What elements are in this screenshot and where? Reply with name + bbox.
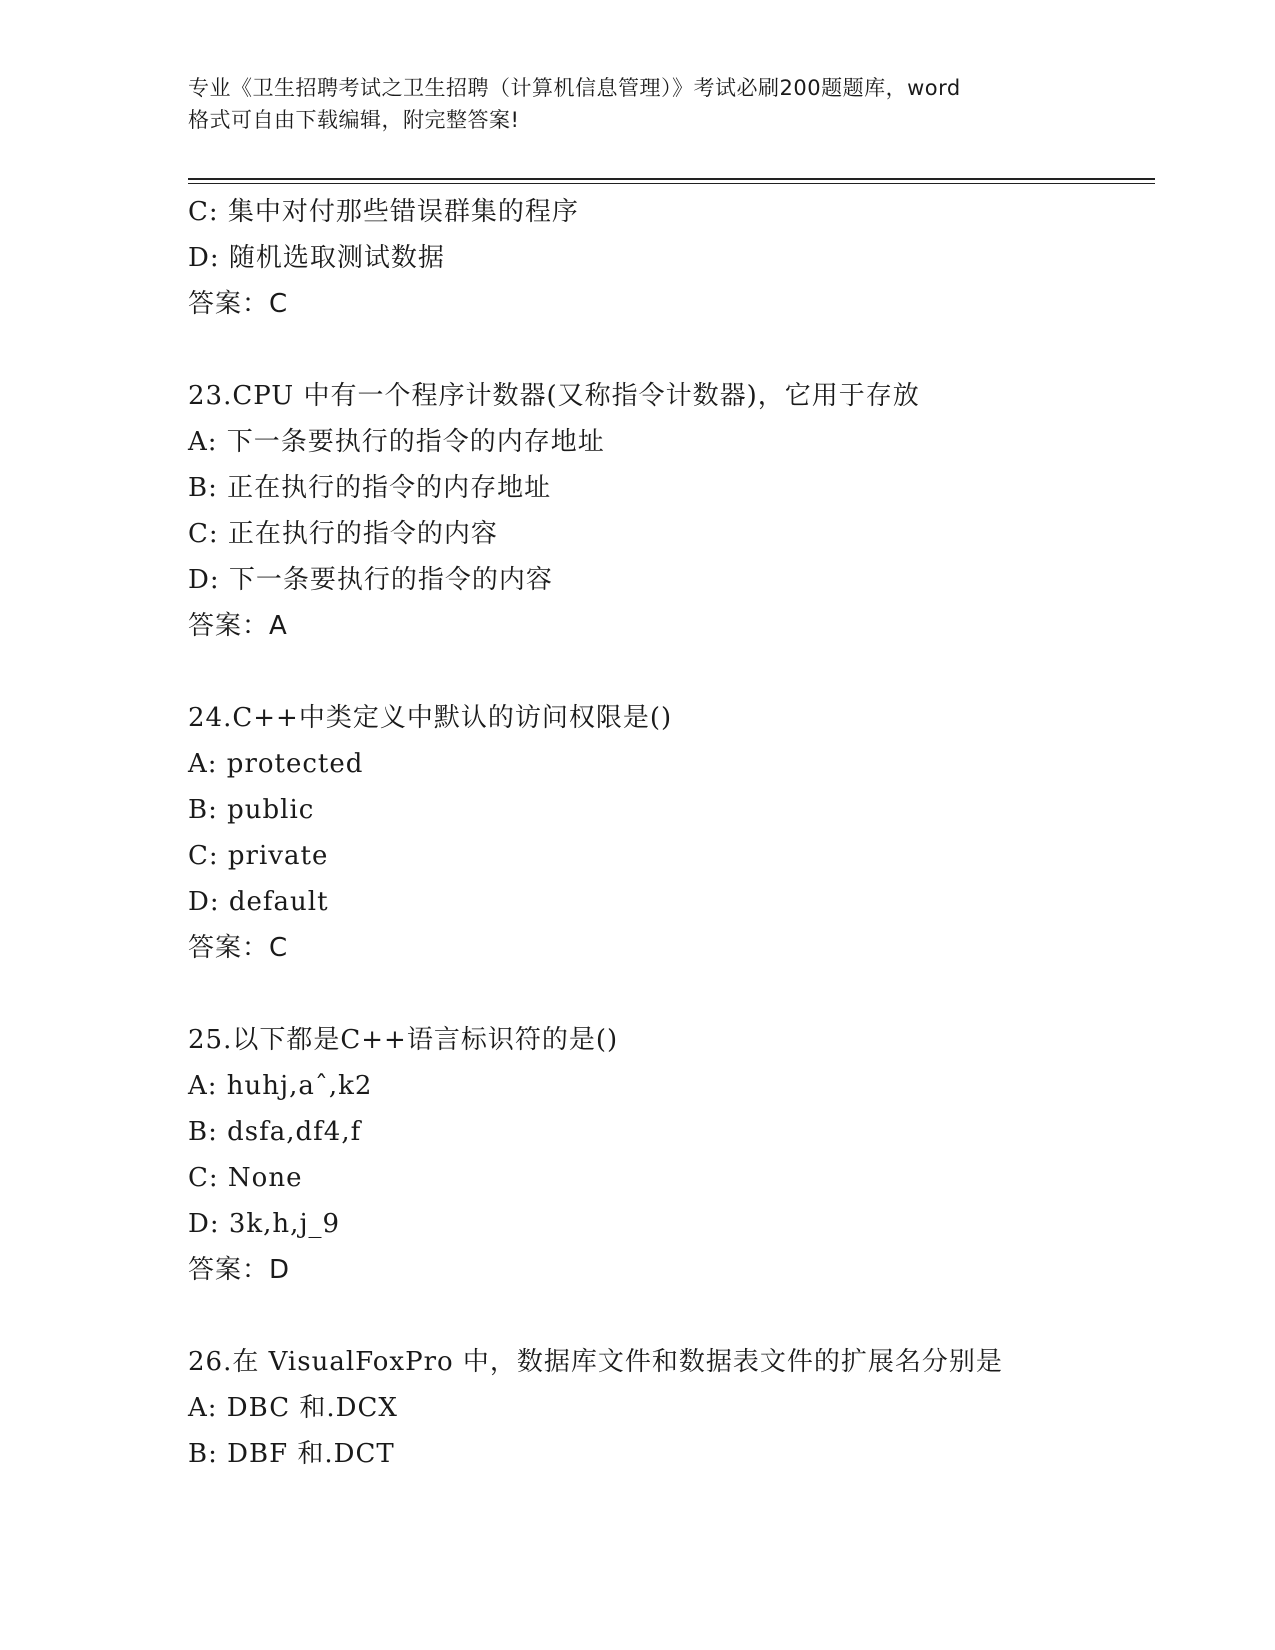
option-b: B: DBF 和.DCT xyxy=(188,1439,395,1469)
option-c: C: private xyxy=(188,841,329,871)
spacer xyxy=(188,971,1148,1017)
option-d: D: 随机选取测试数据 xyxy=(188,243,445,273)
option-a: A: DBC 和.DCX xyxy=(188,1393,398,1423)
header-line-1: 专业《卫生招聘考试之卫生招聘（计算机信息管理）》考试必刷200题题库，word xyxy=(188,76,961,100)
option-a: A: 下一条要执行的指令的内存地址 xyxy=(188,427,605,457)
question-24 xyxy=(188,695,1148,971)
option-b: B: public xyxy=(188,795,315,825)
spacer xyxy=(188,1293,1148,1339)
document-header xyxy=(188,72,1088,136)
question-stem: 24.C++中类定义中默认的访问权限是() xyxy=(188,703,673,733)
answer: 答案：A xyxy=(188,611,288,641)
answer: 答案：D xyxy=(188,1255,291,1285)
option-a: A: protected xyxy=(188,749,364,779)
header-divider-thin xyxy=(188,183,1155,184)
option-d: D: 3k,h,j_9 xyxy=(188,1209,341,1239)
option-c: C: 正在执行的指令的内容 xyxy=(188,519,498,549)
spacer xyxy=(188,649,1148,695)
question-23 xyxy=(188,373,1148,649)
option-d: D: default xyxy=(188,887,329,917)
header-divider-thick xyxy=(188,178,1155,180)
answer: 答案：C xyxy=(188,289,289,319)
option-c: C: None xyxy=(188,1163,303,1193)
question-list xyxy=(188,189,1148,1477)
question-22 xyxy=(188,189,1148,327)
question-stem: 25.以下都是C++语言标识符的是() xyxy=(188,1025,619,1055)
option-d: D: 下一条要执行的指令的内容 xyxy=(188,565,553,595)
option-b: B: dsfa,df4,f xyxy=(188,1117,362,1147)
question-26 xyxy=(188,1339,1148,1477)
question-25 xyxy=(188,1017,1148,1293)
option-a: A: huhj,aˆ,k2 xyxy=(188,1071,373,1101)
question-stem: 23.CPU 中有一个程序计数器(又称指令计数器)，它用于存放 xyxy=(188,381,920,411)
spacer xyxy=(188,327,1148,373)
header-line-2: 格式可自由下载编辑，附完整答案! xyxy=(188,108,520,132)
option-c: C: 集中对付那些错误群集的程序 xyxy=(188,197,579,227)
option-b: B: 正在执行的指令的内存地址 xyxy=(188,473,552,503)
answer: 答案：C xyxy=(188,933,289,963)
question-stem: 26.在 VisualFoxPro 中，数据库文件和数据表文件的扩展名分别是 xyxy=(188,1347,1003,1377)
